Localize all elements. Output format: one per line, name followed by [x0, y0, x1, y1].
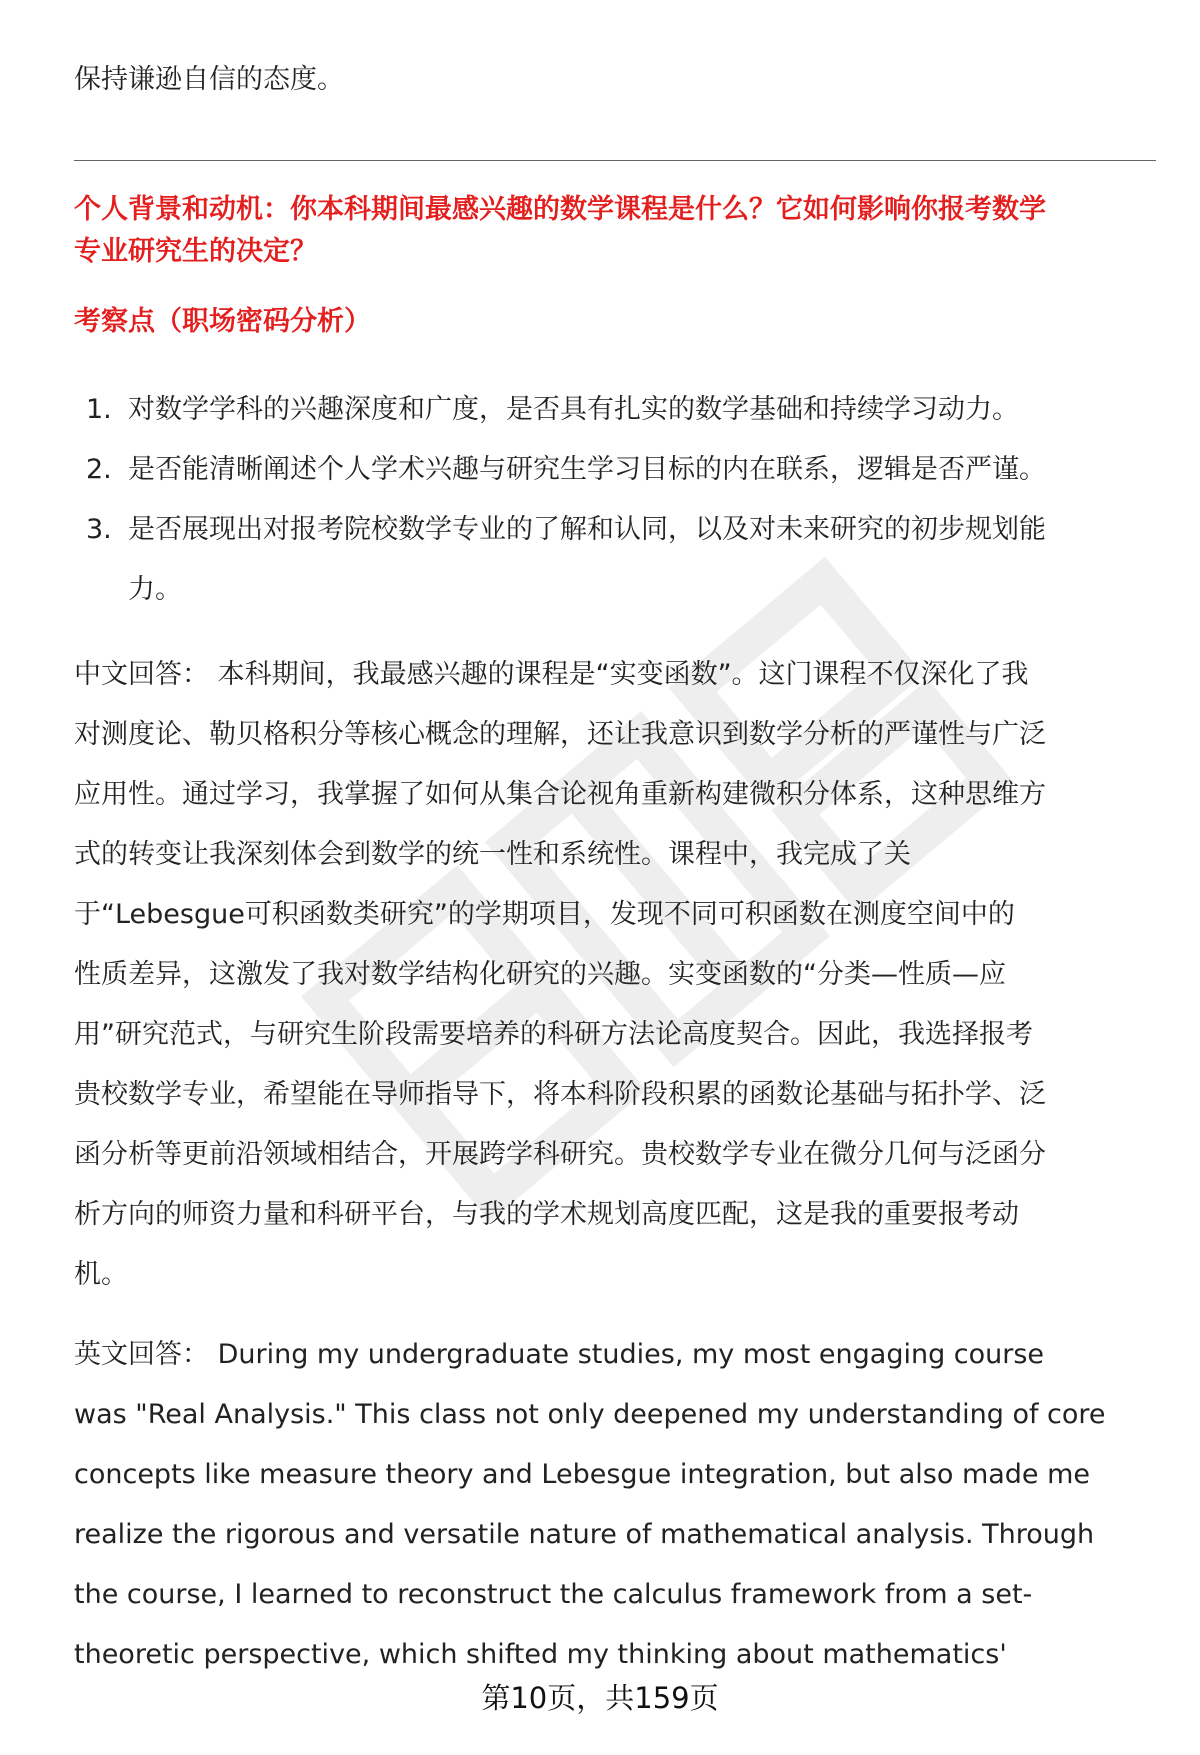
answer-line: 式的转变让我深刻体会到数学的统一性和系统性。课程中，我完成了关	[74, 839, 911, 870]
list-item-number: 3.	[86, 514, 112, 545]
answer-line: 中文回答： 本科期间，我最感兴趣的课程是“实变函数”。这门课程不仅深化了我	[74, 659, 1029, 690]
answer-line: 函分析等更前沿领域相结合，开展跨学科研究。贵校数学专业在微分几何与泛函分	[74, 1139, 1046, 1170]
list-item-text: 是否展现出对报考院校数学专业的了解和认同，以及对未来研究的初步规划能	[128, 514, 1046, 545]
list-item-text: 是否能清晰阐述个人学术兴趣与研究生学习目标的内在联系，逻辑是否严谨。	[128, 454, 1046, 485]
question-heading	[74, 189, 1156, 273]
question-line: 个人背景和动机：你本科期间最感兴趣的数学课程是什么？它如何影响你报考数学	[74, 194, 1046, 225]
list-item-number: 2.	[86, 454, 112, 485]
section-divider	[74, 160, 1156, 161]
chinese-answer	[74, 645, 1156, 1305]
answer-line: 性质差异，这激发了我对数学结构化研究的兴趣。实变函数的“分类—性质—应	[74, 959, 1006, 990]
answer-line: 析方向的师资力量和科研平台，与我的学术规划高度匹配，这是我的重要报考动	[74, 1199, 1019, 1230]
list-item	[74, 380, 1156, 440]
list-item-text: 对数学学科的兴趣深度和广度，是否具有扎实的数学基础和持续学习动力。	[128, 394, 1019, 425]
answer-line: the course, I learned to reconstruct the calculus framework from a set-	[74, 1579, 1033, 1610]
answer-line: realize the rigorous and versatile nature of mathematical analysis. Through	[74, 1519, 1095, 1550]
answer-line: was "Real Analysis." This class not only deepened my understanding of core	[74, 1399, 1106, 1430]
page-footer: 第10页，共159页	[481, 1681, 719, 1715]
answer-line: 对测度论、勒贝格积分等核心概念的理解，还让我意识到数学分析的严谨性与广泛	[74, 719, 1046, 750]
list-item	[74, 440, 1156, 500]
english-answer	[74, 1325, 1156, 1685]
answer-line: 贵校数学专业，希望能在导师指导下，将本科阶段积累的函数论基础与拓扑学、泛	[74, 1079, 1046, 1110]
answer-line: theoretic perspective, which shifted my thinking about mathematics'	[74, 1639, 1007, 1670]
answer-line: concepts like measure theory and Lebesgue integration, but also made me	[74, 1459, 1091, 1490]
intro-text: 保持谦逊自信的态度。	[74, 64, 344, 95]
answer-line: 机。	[74, 1259, 128, 1290]
answer-line: 英文回答： During my undergraduate studies, my most engaging course	[74, 1339, 1045, 1370]
answer-line: 应用性。通过学习，我掌握了如何从集合论视角重新构建微积分体系，这种思维方	[74, 779, 1046, 810]
points-list	[74, 380, 1156, 620]
list-item-text: 力。	[128, 574, 182, 605]
question-line: 专业研究生的决定？	[74, 236, 317, 267]
answer-line: 于“Lebesgue可积函数类研究”的学期项目，发现不同可积函数在测度空间中的	[74, 899, 1015, 930]
points-title: 考察点（职场密码分析）	[74, 306, 371, 337]
list-item	[74, 500, 1156, 620]
answer-line: 用”研究范式，与研究生阶段需要培养的科研方法论高度契合。因此，我选择报考	[74, 1019, 1033, 1050]
list-item-number: 1.	[86, 394, 112, 425]
